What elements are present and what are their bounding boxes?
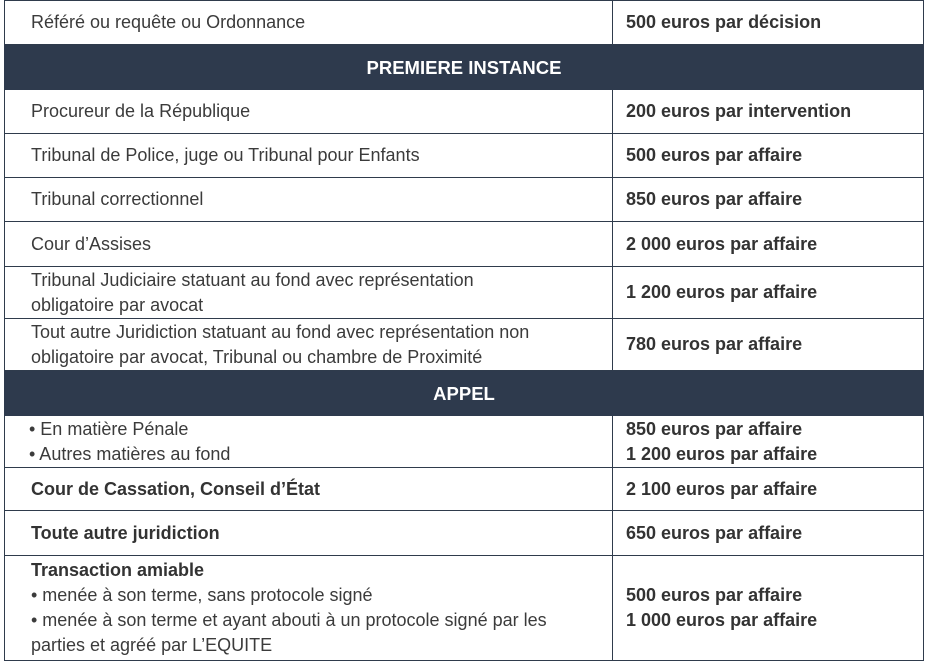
- row-label-title: Transaction amiable: [31, 560, 205, 580]
- row-label: Tribunal de Police, juge ou Tribunal pour Enfants: [5, 134, 613, 178]
- table-row: [5, 134, 924, 178]
- table-row: [5, 416, 924, 468]
- row-label: [5, 556, 613, 661]
- row-value: 850 euros par affaire: [613, 178, 924, 222]
- list-item: parties et agréé par L’EQUITE: [31, 635, 273, 655]
- row-value: 200 euros par intervention: [613, 90, 924, 134]
- row-label: Cour d’Assises: [5, 222, 613, 267]
- table-row: [5, 1, 924, 45]
- table-row: [5, 90, 924, 134]
- list-item: • Autres matières au fond: [29, 443, 231, 464]
- row-label: [5, 416, 613, 468]
- row-value: [613, 556, 924, 661]
- row-value: 650 euros par affaire: [613, 511, 924, 556]
- table-row: [5, 511, 924, 556]
- fee-table: [4, 0, 924, 661]
- row-value: [613, 416, 924, 468]
- row-label-line: Tribunal Judiciaire statuant au fond avec représentation: [31, 269, 474, 290]
- row-value-line: 850 euros par affaire: [626, 418, 803, 439]
- list-item: • menée à son terme et ayant abouti à un protocole signé par les: [31, 610, 547, 630]
- row-value-line: 500 euros par affaire: [626, 585, 803, 605]
- list-item: • En matière Pénale: [29, 418, 189, 439]
- table-row: [5, 267, 924, 319]
- table-row: [5, 222, 924, 267]
- row-value-line: 1 200 euros par affaire: [626, 443, 818, 464]
- list-item: • menée à son terme, sans protocole signé: [31, 585, 373, 605]
- row-value-line: 1 000 euros par affaire: [626, 610, 818, 630]
- row-value: 500 euros par décision: [613, 1, 924, 45]
- section-title-appel: APPEL: [5, 371, 924, 416]
- table-row: [5, 178, 924, 222]
- section-header: [5, 371, 924, 416]
- row-value: 2 100 euros par affaire: [613, 468, 924, 511]
- row-label: Tribunal correctionnel: [5, 178, 613, 222]
- section-title-premiere-instance: PREMIERE INSTANCE: [5, 45, 924, 90]
- row-label: [5, 319, 613, 371]
- row-value: 2 000 euros par affaire: [613, 222, 924, 267]
- row-label-line: obligatoire par avocat: [31, 294, 204, 315]
- row-label-line: obligatoire par avocat, Tribunal ou chambre de Proximité: [31, 346, 483, 367]
- row-value: 780 euros par affaire: [613, 319, 924, 371]
- row-label: Cour de Cassation, Conseil d’État: [5, 468, 613, 511]
- section-header: [5, 45, 924, 90]
- table-row: [5, 556, 924, 661]
- table-row: [5, 468, 924, 511]
- row-value: 1 200 euros par affaire: [613, 267, 924, 319]
- row-value: 500 euros par affaire: [613, 134, 924, 178]
- table-row: [5, 319, 924, 371]
- row-label: Procureur de la République: [5, 90, 613, 134]
- row-label: Toute autre juridiction: [5, 511, 613, 556]
- row-label-line: Tout autre Juridiction statuant au fond avec représentation non: [31, 321, 530, 342]
- row-label: [5, 267, 613, 319]
- row-label: Référé ou requête ou Ordonnance: [5, 1, 613, 45]
